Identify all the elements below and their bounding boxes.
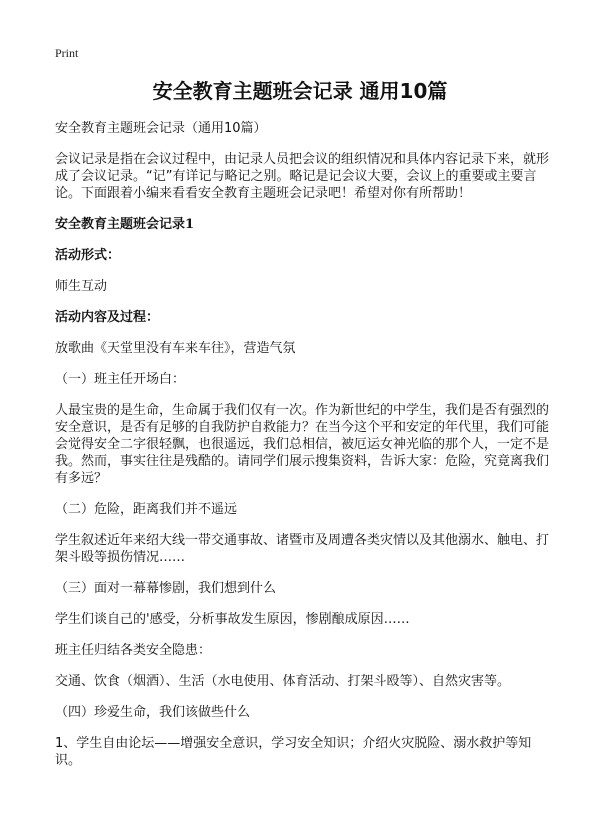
body-paragraph: （四）珍爱生命，我们该做些什么 — [55, 705, 251, 720]
intro-paragraph: 会议记录是指在会议过程中，由记录人员把会议的组织情况和具体内容记录下来，就形成了会议记录。“记”有详记与略记之别。略记是记会议大要，会议上的重要或主要言论。下面跟着小编来看看安全教育主题班会记录吧！希望对你有所帮助！ — [55, 152, 550, 201]
activity-content-heading: 活动内容及过程： — [55, 310, 160, 325]
body-paragraph: （一）班主任开场白： — [55, 372, 186, 387]
body-paragraph: 学生叙述近年来绍大线一带交通事故、诸暨市及周遭各类灾情以及其他溺水、触电、打架斗殴等损伤情况…… — [55, 533, 550, 565]
body-paragraph: （三）面对一幕幕惨剧，我们想到什么 — [55, 581, 277, 596]
print-link[interactable]: Print — [55, 46, 79, 60]
document-body — [55, 120, 555, 783]
body-paragraph: 人最宝贵的是生命，生命属于我们仅有一次。作为新世纪的中学生，我们是否有强烈的安全意识，是否有足够的自我防护自救能力？在当今这个平和安定的年代里，我们可能会觉得安全二字很轻飘，也很遥远，我们总相信，被厄运女神光临的那个人，一定不是我。然而，事实往往是残酷的。请同学们展示搜集资料，告诉大家：危险，究竟离我们有多远？ — [55, 403, 550, 486]
body-paragraph: 放歌曲《天堂里没有车来车往》，营造气氛 — [55, 341, 296, 356]
activity-form-text: 师生互动 — [55, 279, 108, 294]
body-paragraph: （二）危险，距离我们并不遥远 — [55, 502, 238, 517]
body-paragraph: 学生们谈自己的'感受，分析事故发生原因，惨剧酿成原因…… — [55, 612, 410, 627]
section-heading: 安全教育主题班会记录1 — [55, 217, 195, 232]
body-paragraph: 班主任归结各类安全隐患： — [55, 643, 212, 658]
body-paragraph: 1、学生自由论坛——增强安全意识，学习安全知识；介绍火灾脱险、溺水救护等知识。 — [55, 736, 532, 768]
subtitle-paragraph: 安全教育主题班会记录（通用10篇） — [55, 121, 267, 136]
page-title: 安全教育主题班会记录 通用10篇 — [152, 79, 448, 103]
activity-form-heading: 活动形式： — [55, 248, 121, 263]
body-paragraph: 交通、饮食（烟酒）、生活（水电使用、体育活动、打架斗殴等）、自然灾害等。 — [55, 674, 511, 689]
